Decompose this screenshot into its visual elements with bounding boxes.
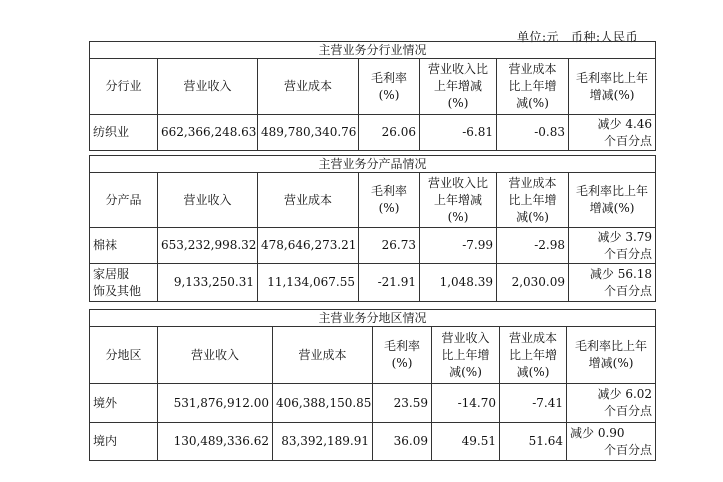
row-margin-change: 减少 56.18 个百分点 (569, 264, 656, 302)
row-cost-change: 51.64 (500, 423, 567, 461)
region-header-row (90, 327, 656, 384)
industry-header-row (90, 59, 656, 115)
row-margin: 26.73 (359, 228, 420, 264)
row-rev-change: -7.99 (420, 228, 497, 264)
row-name: 境外 (90, 384, 158, 423)
product-table (89, 155, 656, 302)
row-revenue: 531,876,912.00 (158, 384, 273, 423)
row-margin-change: 减少 4.46 个百分点 (569, 115, 656, 151)
industry-title: 主营业务分行业情况 (90, 42, 656, 59)
row-margin-change: 减少 3.79 个百分点 (569, 228, 656, 264)
row-cost: 83,392,189.91 (273, 423, 373, 461)
row-rev-change: -14.70 (432, 384, 500, 423)
row-margin-change: 减少 6.02 个百分点 (567, 384, 656, 423)
row-cost-change: 2,030.09 (497, 264, 569, 302)
row-margin: 23.59 (373, 384, 432, 423)
row-name: 棉袜 (90, 228, 158, 264)
row-name: 境内 (90, 423, 158, 461)
table-row (90, 228, 656, 264)
header-margin-change: 毛利率比上年 增减(%) (569, 59, 656, 115)
header-revenue: 营业收入 (158, 327, 273, 384)
header-cost-change: 营业成本 比上年增 减(%) (500, 327, 567, 384)
table-row (90, 423, 656, 461)
header-rev-change: 营业收入比 上年增减 (%) (420, 173, 497, 228)
header-margin-change: 毛利率比上年 增减(%) (567, 327, 656, 384)
header-cost: 营业成本 (273, 327, 373, 384)
row-cost-change: -2.98 (497, 228, 569, 264)
region-table (89, 309, 656, 461)
header-margin: 毛利率 (%) (359, 59, 420, 115)
row-rev-change: 1,048.39 (420, 264, 497, 302)
table-row (90, 264, 656, 302)
row-margin-change: 减少 0.90 个百分点 (567, 423, 656, 461)
row-rev-change: 49.51 (432, 423, 500, 461)
header-margin: 毛利率 (%) (373, 327, 432, 384)
row-margin: 26.06 (359, 115, 420, 151)
header-margin-change: 毛利率比上年 增减(%) (569, 173, 656, 228)
header-rev-change: 营业收入比 上年增减 (%) (420, 59, 497, 115)
product-title: 主营业务分产品情况 (90, 156, 656, 173)
header-revenue: 营业收入 (158, 173, 258, 228)
row-rev-change: -6.81 (420, 115, 497, 151)
row-revenue: 130,489,336.62 (158, 423, 273, 461)
header-cost-change: 营业成本 比上年增 减(%) (497, 173, 569, 228)
row-revenue: 662,366,248.63 (158, 115, 258, 151)
row-cost: 11,134,067.55 (258, 264, 359, 302)
currency-label: 币种:人民币 (571, 30, 639, 44)
header-cost: 营业成本 (258, 59, 359, 115)
table-row (90, 384, 656, 423)
table-row (90, 115, 656, 151)
header-region: 分地区 (90, 327, 158, 384)
header-product: 分产品 (90, 173, 158, 228)
header-industry: 分行业 (90, 59, 158, 115)
industry-table (89, 41, 656, 151)
row-cost: 489,780,340.76 (258, 115, 359, 151)
row-revenue: 9,133,250.31 (158, 264, 258, 302)
row-margin: -21.91 (359, 264, 420, 302)
row-name: 纺织业 (90, 115, 158, 151)
product-header-row (90, 173, 656, 228)
header-cost-change: 营业成本 比上年增 减(%) (497, 59, 569, 115)
header-margin: 毛利率 (%) (359, 173, 420, 228)
row-margin: 36.09 (373, 423, 432, 461)
unit-label: 单位:元 (517, 30, 560, 44)
row-cost: 406,388,150.85 (273, 384, 373, 423)
row-cost-change: -0.83 (497, 115, 569, 151)
region-title: 主营业务分地区情况 (90, 310, 656, 327)
row-cost: 478,646,273.21 (258, 228, 359, 264)
row-revenue: 653,232,998.32 (158, 228, 258, 264)
row-cost-change: -7.41 (500, 384, 567, 423)
header-revenue: 营业收入 (158, 59, 258, 115)
row-name: 家居服 饰及其他 (90, 264, 158, 302)
header-cost: 营业成本 (258, 173, 359, 228)
header-rev-change: 营业收入 比上年增 减(%) (432, 327, 500, 384)
